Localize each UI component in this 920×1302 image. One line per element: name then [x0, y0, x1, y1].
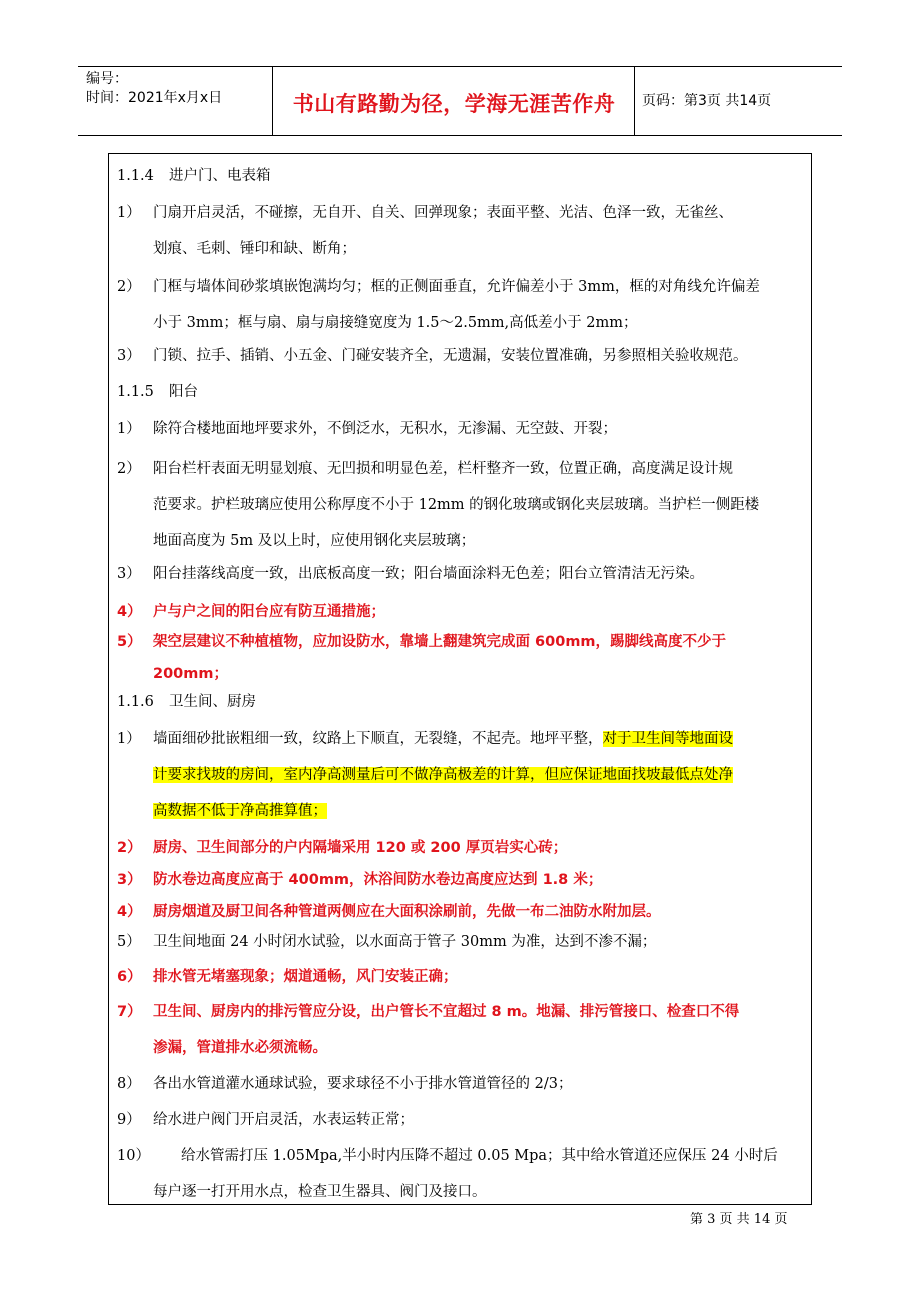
section-title: 阳台: [169, 384, 198, 400]
item-text: 渗漏，管道排水必须流畅。: [153, 1040, 327, 1056]
item-number: 6）: [117, 969, 142, 985]
content-box: [108, 153, 812, 1205]
highlighted-text: 计要求找坡的房间，室内净高测量后可不做净高极差的计算，但应保证地面找坡最低点处净: [153, 767, 733, 783]
item-number: 2）: [117, 461, 141, 477]
section-title: 卫生间、厨房: [169, 694, 256, 710]
item-number: 9）: [117, 1112, 141, 1128]
item-number: 1）: [117, 421, 141, 437]
section-number: 1.1.6: [117, 694, 154, 710]
item-number: 4）: [117, 904, 142, 920]
item-text: 防水卷边高度应高于 400mm，沐浴间防水卷边高度应达到 1.8 米；: [153, 872, 603, 888]
item-text: 地面高度为 5m 及以上时，应使用钢化夹层玻璃；: [153, 533, 476, 549]
item-number: 3）: [117, 348, 141, 364]
item-number: 8）: [117, 1076, 141, 1092]
item-text: 划痕、毛刺、锤印和缺、断角；: [153, 241, 356, 257]
document-date: 时间：2021年x月x日: [86, 90, 223, 106]
item-text: 厨房、卫生间部分的户内隔墙采用 120 或 200 厚页岩实心砖；: [153, 840, 568, 856]
section-title: 进户门、电表箱: [169, 168, 271, 184]
item-number: 7）: [117, 1004, 142, 1020]
item-text: 阳台栏杆表面无明显划痕、无凹损和明显色差，栏杆整齐一致，位置正确，高度满足设计规: [153, 461, 733, 477]
header-divider: [272, 66, 273, 136]
header-motto: 书山有路勤为径，学海无涯苦作舟: [292, 91, 616, 116]
highlighted-text: 对于卫生间等地面设: [602, 731, 733, 747]
item-number: 1）: [117, 205, 141, 221]
highlighted-text: 高数据不低于净高推算值；: [153, 803, 327, 819]
document-number-label: 编号：: [86, 71, 128, 87]
section-heading: [117, 684, 256, 720]
item-number: 5）: [117, 934, 141, 950]
item-number: 4）: [117, 604, 142, 620]
item-text: 给水管需打压 1.05Mpa,半小时内压降不超过 0.05 Mpa；其中给水管道还应保压 24 小时后: [181, 1148, 778, 1164]
item-text: 给水进户阀门开启灵活，水表运转正常；: [153, 1112, 414, 1128]
header-top-rule: [78, 66, 842, 67]
section-number: 1.1.5: [117, 384, 154, 400]
item-number: 2）: [117, 840, 142, 856]
item-text: 小于 3mm；框与扇、扇与扇接缝宽度为 1.5～2.5mm,高低差小于 2mm；: [153, 315, 638, 331]
page-header: [78, 66, 842, 136]
item-number: 2）: [117, 279, 141, 295]
item-number: 5）: [117, 634, 142, 650]
item-text: 卫生间地面 24 小时闭水试验，以水面高于管子 30mm 为准，达到不渗不漏；: [153, 934, 657, 950]
item-text: 除符合楼地面地坪要求外，不倒泛水，无积水，无渗漏、无空鼓、开裂；: [153, 421, 617, 437]
header-meta: [86, 70, 222, 108]
item-number: 10）: [117, 1148, 150, 1164]
section-heading: [117, 158, 271, 194]
item-text: 200mm；: [153, 666, 228, 682]
item-text: 排水管无堵塞现象；烟道通畅，风门安装正确；: [153, 969, 458, 985]
item-text: 架空层建议不种植植物，应加设防水，靠墙上翻建筑完成面 600mm，踢脚线高度不少于: [153, 634, 727, 650]
item-text: 阳台挂落线高度一致，出底板高度一致；阳台墙面涂料无色差；阳台立管清洁无污染。: [153, 566, 704, 582]
item-number: 3）: [117, 566, 141, 582]
page-footer: 第 3 页 共 14 页: [690, 1212, 788, 1227]
item-number: 1）: [117, 731, 141, 747]
item-text: 范要求。护栏玻璃应使用公称厚度不小于 12mm 的钢化玻璃或钢化夹层玻璃。当护栏一侧距楼: [153, 497, 760, 513]
header-divider: [634, 66, 635, 136]
item-text: 各出水管道灌水通球试验，要求球径不小于排水管道管径的 2/3；: [153, 1076, 573, 1092]
item-text: 厨房烟道及厨卫间各种管道两侧应在大面积涂刷前，先做一布二油防水附加层。: [153, 904, 661, 920]
item-text: 门扇开启灵活，不碰擦，无自开、自关、回弹现象；表面平整、光洁、色泽一致，无雀丝、: [153, 205, 733, 221]
header-page-number: 页码：第3页 共14页: [642, 93, 772, 109]
section-number: 1.1.4: [117, 168, 154, 184]
item-number: 3）: [117, 872, 142, 888]
item-text: 卫生间、厨房内的排污管应分设，出户管长不宜超过 8 m。地漏、排污管接口、检查口不得: [153, 1004, 740, 1020]
item-text: 门锁、拉手、插销、小五金、门碰安装齐全，无遗漏，安装位置准确，另参照相关验收规范。: [153, 348, 748, 364]
item-text: 墙面细砂批嵌粗细一致，纹路上下顺直，无裂缝，不起壳。地坪平整，: [153, 731, 603, 747]
item-text: 门框与墙体间砂浆填嵌饱满均匀；框的正侧面垂直，允许偏差小于 3mm，框的对角线允许偏差: [153, 279, 760, 295]
item-text: 户与户之间的阳台应有防互通措施；: [153, 604, 385, 620]
item-text: 每户逐一打开用水点，检查卫生器具、阀门及接口。: [153, 1184, 487, 1200]
section-heading: [117, 374, 198, 410]
header-bottom-rule: [78, 135, 842, 136]
